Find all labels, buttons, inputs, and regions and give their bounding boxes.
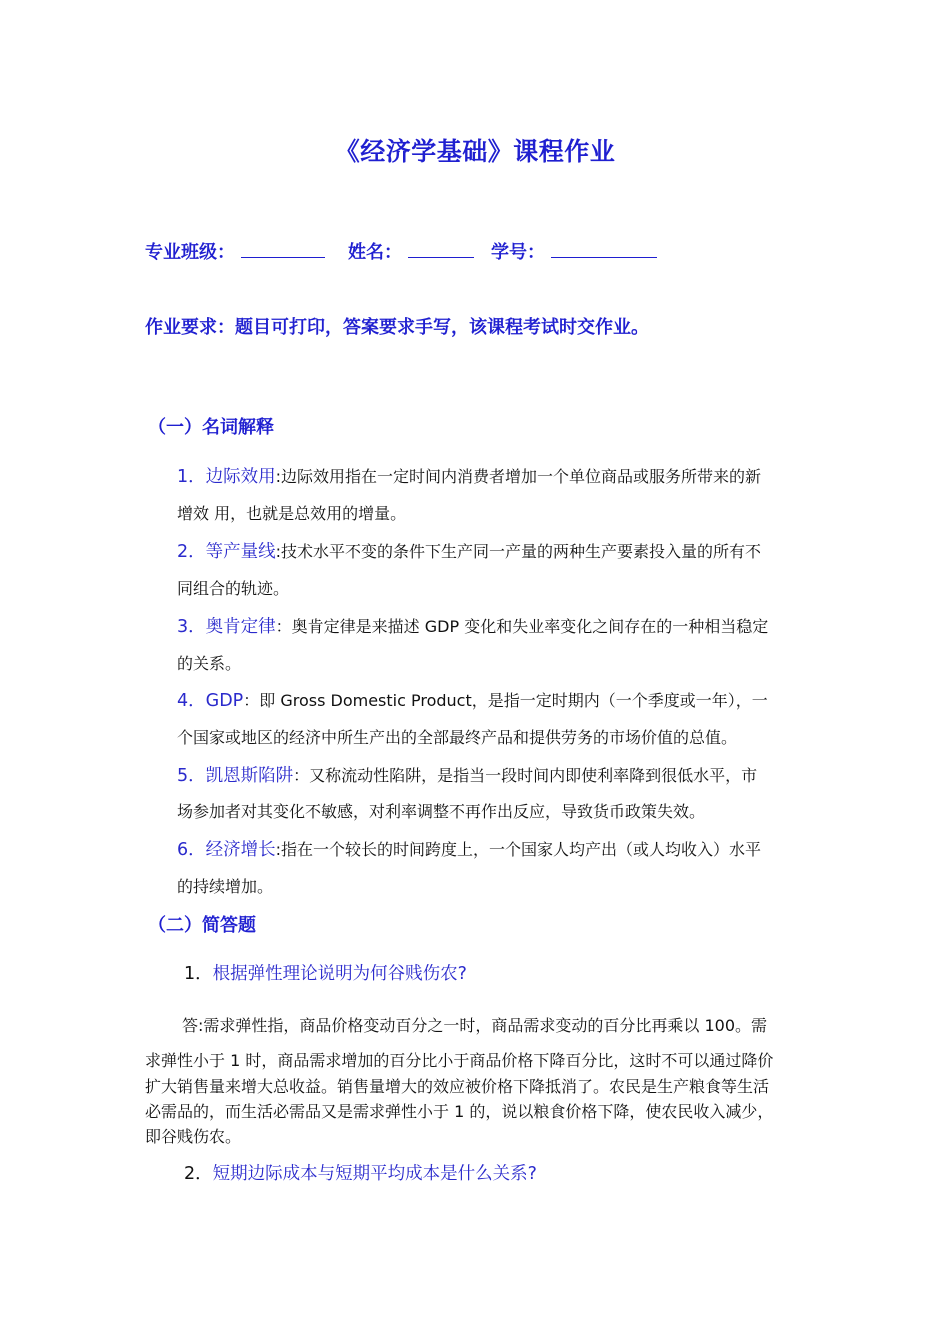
question-text: 短期边际成本与短期平均成本是什么关系? — [212, 1164, 537, 1184]
term-item — [177, 836, 761, 861]
question-text: 根据弹性理论说明为何谷贱伤农? — [212, 964, 467, 984]
term-definition-cont: 个国家或地区的经济中所生产出的全部最终产品和提供劳务的市场价值的总值。 — [177, 728, 738, 747]
term-sep: : — [275, 542, 282, 561]
class-blank — [241, 239, 325, 258]
answer-line: 扩大销售量来增大总收益。销售量增大的效应被价格下降抵消了。农民是生产粮食等生活 — [145, 1077, 770, 1096]
term-number: 6． — [177, 840, 206, 860]
term-item — [177, 762, 757, 787]
term-sep: ： — [243, 691, 260, 710]
term-name: 凯恩斯陷阱 — [205, 766, 294, 786]
class-label: 专业班级： — [145, 242, 235, 263]
term-definition: 奥肯定律是来描述 GDP 变化和失业率变化之间存在的一种相当稳定 — [291, 617, 769, 636]
requirement-text: 作业要求：题目可打印，答案要求手写，该课程考试时交作业。 — [145, 317, 649, 338]
question-item — [184, 960, 467, 985]
term-sep: ： — [293, 766, 310, 785]
section-heading-questions: （二）简答题 — [148, 915, 256, 936]
name-field — [348, 238, 474, 264]
answer-line: 答:需求弹性指，商品价格变动百分之一时，商品需求变动的百分比再乘以 100。需 — [182, 1016, 768, 1035]
answer-line: 求弹性小于 1 时，商品需求增加的百分比小于商品价格下降百分比，这时不可以通过降价 — [145, 1051, 774, 1070]
term-definition: 即 Gross Domestic Product，是指一定时期内（一个季度或一年），一 — [259, 691, 768, 710]
term-sep: ： — [275, 617, 292, 636]
term-definition-cont: 增效 用，也就是总效用的增量。 — [177, 504, 407, 523]
term-definition: 指在一个较长的时间跨度上，一个国家人均产出（或人均收入）水平 — [281, 840, 762, 859]
term-name: 奥肯定律 — [205, 617, 276, 637]
term-number: 1． — [177, 467, 206, 487]
name-label: 姓名： — [348, 242, 402, 263]
term-item — [177, 613, 768, 638]
answer-line: 即谷贱伤农。 — [145, 1127, 242, 1146]
term-item — [177, 463, 761, 488]
term-name: GDP — [205, 691, 244, 711]
page-title: 《经济学基础》课程作业 — [334, 137, 616, 166]
term-name: 等产量线 — [205, 542, 276, 562]
section-heading-terms: （一）名词解释 — [148, 417, 274, 438]
term-sep: : — [275, 467, 282, 486]
term-definition-cont: 场参加者对其变化不敏感，对利率调整不再作出反应，导致货币政策失效。 — [177, 802, 706, 821]
term-definition: 技术水平不变的条件下生产同一产量的两种生产要素投入量的所有不 — [281, 542, 762, 561]
question-item — [184, 1160, 537, 1185]
term-number: 2． — [177, 542, 206, 562]
answer-line: 必需品的，而生活必需品又是需求弹性小于 1 的，说以粮食价格下降，使农民收入减少， — [145, 1102, 774, 1121]
name-blank — [408, 239, 474, 258]
term-name: 边际效用 — [205, 467, 276, 487]
term-number: 3． — [177, 617, 206, 637]
term-number: 5． — [177, 766, 206, 786]
term-name: 经济增长 — [205, 840, 276, 860]
term-item — [177, 538, 761, 563]
id-label: 学号： — [491, 242, 545, 263]
term-definition-cont: 的持续增加。 — [177, 877, 274, 896]
id-blank — [551, 239, 657, 258]
term-definition: 又称流动性陷阱，是指当一段时间内即使利率降到很低水平，市 — [309, 766, 758, 785]
question-number: 1． — [184, 964, 213, 984]
term-definition-cont: 的关系。 — [177, 654, 242, 673]
class-field — [145, 238, 325, 264]
term-definition-cont: 同组合的轨迹。 — [177, 579, 290, 598]
term-number: 4． — [177, 691, 206, 711]
term-definition: 边际效用指在一定时间内消费者增加一个单位商品或服务所带来的新 — [281, 467, 762, 486]
id-field — [491, 238, 657, 264]
question-number: 2． — [184, 1164, 213, 1184]
term-sep: : — [275, 840, 282, 859]
term-item — [177, 687, 768, 712]
